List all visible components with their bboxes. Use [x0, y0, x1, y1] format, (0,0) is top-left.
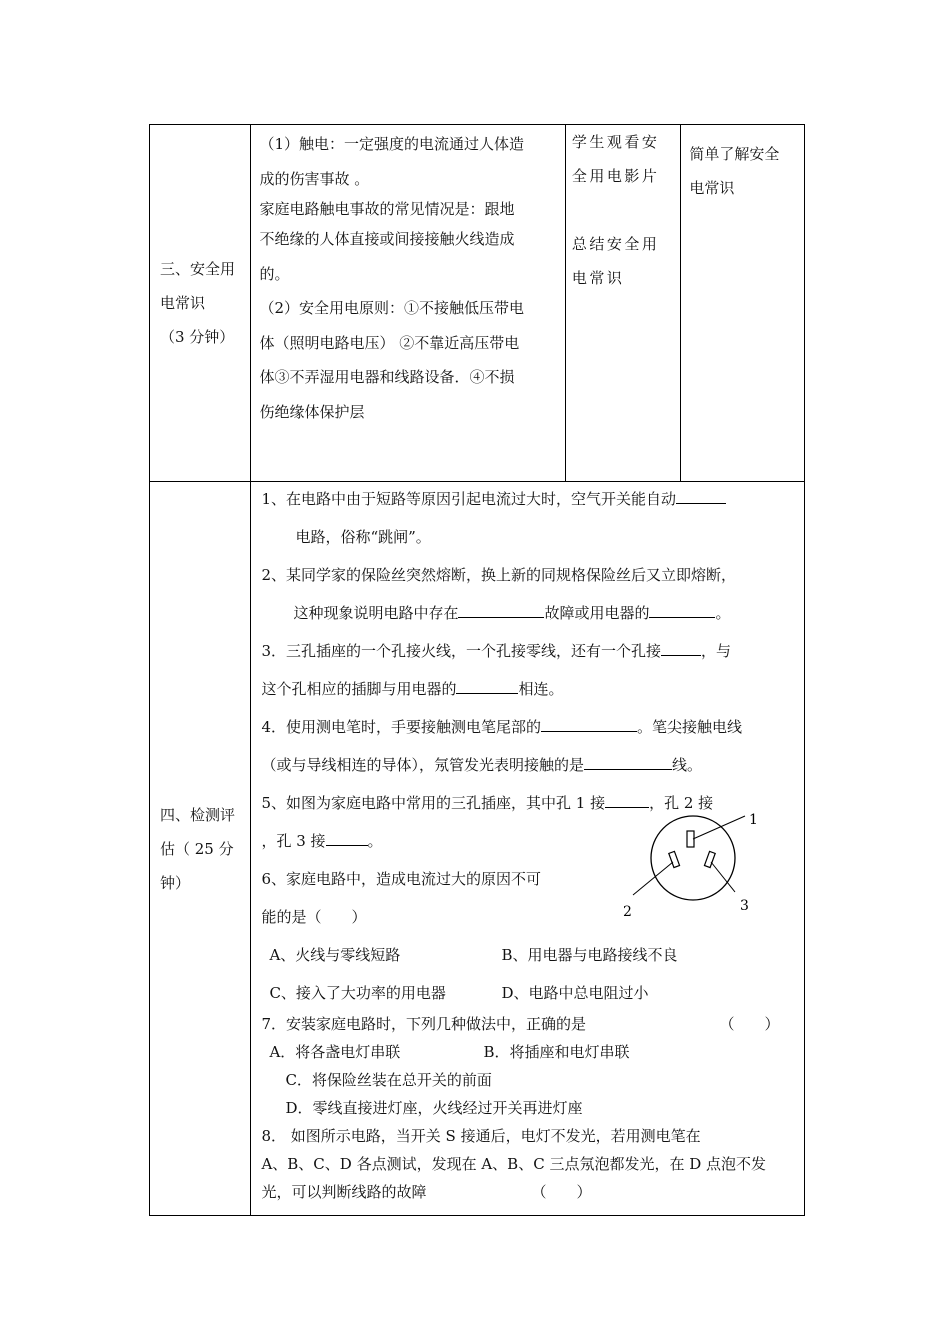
section4-title-line: 估（ 25 分: [160, 839, 234, 858]
q1-text-b: 电路，俗称“跳闸”。: [295, 528, 431, 546]
leader-line-2: [633, 862, 673, 895]
section3-title-line: 三、安全用: [160, 260, 236, 278]
content-line: 伤绝缘体保护层: [259, 402, 365, 421]
student-line: 全用电影片: [571, 167, 660, 185]
content-line: （2）安全用电原则：①不接触低压带电: [259, 299, 524, 317]
section3-title-line: （3 分钟）: [160, 328, 235, 346]
q6-option-b: B、用电器与电路接线不良: [501, 946, 678, 964]
q8-text: 8． 如图所示电路，当开关 S 接通后，电灯不发光，若用测电笔在: [261, 1127, 701, 1145]
section3-title-cell: [150, 125, 251, 482]
student-line: 电常识: [571, 269, 625, 287]
blank: [326, 831, 368, 846]
q2-text-d: 。: [715, 604, 731, 622]
q4-text-b: 。笔尖接触电线: [637, 718, 743, 736]
student-activity-cell: [565, 125, 681, 482]
hole-1: [687, 831, 694, 847]
blank: [661, 641, 701, 656]
q4-text: 4．使用测电笔时，手要接触测电笔尾部的: [261, 718, 541, 736]
section3-content-cell: [251, 125, 565, 482]
content-line: （1）触电：一定强度的电流通过人体造: [259, 135, 524, 153]
content-line: 体③不弄湿用电器和线路设备．④不损: [259, 368, 515, 386]
student-line: [572, 193, 675, 227]
q5-text: 5、如图为家庭电路中常用的三孔插座，其中孔 1 接: [261, 794, 606, 812]
student-line: 学生观看安: [571, 133, 660, 151]
section3-row: [150, 125, 805, 482]
content-line: 不绝缘的人体直接或间接接触火线造成: [259, 230, 515, 248]
q7-option-c: C．将保险丝装在总开关的前面: [285, 1071, 492, 1089]
blank: [456, 679, 518, 694]
q3-text-c: 这个孔相应的插脚与用电器的: [261, 680, 457, 698]
three-hole-socket-diagram: [623, 812, 791, 928]
label-1: 1: [749, 812, 759, 828]
label-2: 2: [623, 904, 633, 920]
lesson-plan-table: [149, 124, 805, 1216]
section4-title-line: 钟）: [160, 873, 191, 892]
q4-text-c: （或与导线相连的导体），氖管发光表明接触的是: [261, 756, 584, 774]
label-3: 3: [740, 898, 750, 914]
section4-title-line: 四、检测评: [160, 805, 236, 824]
q6-option-a: A、火线与零线短路: [269, 946, 401, 964]
q7-paren: （ ）: [719, 1015, 780, 1033]
q5-text-c: ，孔 3 接: [261, 832, 326, 850]
q7-option-a: A．将各盏电灯串联: [269, 1043, 401, 1061]
content-line: 家庭电路触电事故的常见情况是：跟地: [259, 200, 515, 218]
purpose-line: 简单了解安全: [689, 145, 780, 163]
q6-text: 6、家庭电路中，造成电流过大的原因不可: [261, 870, 541, 888]
blank: [649, 603, 715, 618]
q7-text: 7．安装家庭电路时，下列几种做法中，正确的是: [261, 1015, 586, 1033]
section4-content-cell: [251, 482, 805, 1216]
blank: [541, 717, 637, 732]
q6-option-d: D、电路中总电阻过小: [501, 984, 649, 1002]
purpose-line: 电常识: [689, 179, 735, 197]
q5-text-d: 。: [367, 832, 383, 850]
q6-text-b: 能的是（ ）: [261, 908, 367, 926]
socket-outline: [651, 816, 735, 900]
leader-line-1: [693, 816, 745, 839]
blank: [676, 489, 726, 504]
q2-text-b: 这种现象说明电路中存在: [293, 604, 459, 622]
content-line: 的。: [259, 264, 290, 283]
q3-text-d: 相连。: [518, 680, 564, 698]
blank: [605, 793, 649, 808]
design-purpose-cell: [681, 125, 805, 482]
q4-text-d: 线。: [671, 756, 702, 774]
blank: [458, 603, 544, 618]
q8-paren: （ ）: [531, 1183, 592, 1201]
blank: [584, 755, 672, 770]
q2-text-c: 故障或用电器的: [544, 604, 650, 622]
q3-text-b: ，与: [701, 642, 732, 660]
q7-option-b: B．将插座和电灯串联: [483, 1043, 630, 1061]
q8-text-b: A、B、C、D 各点测试，发现在 A、B、C 三点氖泡都发光，在 D 点泡不发: [261, 1155, 767, 1173]
q6-option-c: C、接入了大功率的用电器: [269, 984, 446, 1002]
hole-2: [669, 851, 680, 867]
content-line: 成的伤害事故 。: [259, 169, 370, 188]
q8-text-c: 光，可以判断线路的故障: [261, 1183, 427, 1201]
q2-text: 2、某同学家的保险丝突然熔断，换上新的同规格保险丝后又立即熔断，: [261, 566, 736, 584]
section4-row: [150, 482, 805, 1216]
section4-title-cell: [150, 482, 251, 1216]
q1-text: 1、在电路中由于短路等原因引起电流过大时，空气开关能自动: [261, 490, 676, 508]
q7-option-d: D．零线直接进灯座，火线经过开关再进灯座: [285, 1099, 583, 1117]
q3-text: 3．三孔插座的一个孔接火线，一个孔接零线，还有一个孔接: [261, 642, 661, 660]
q5-text-b: ，孔 2 接: [649, 794, 714, 812]
student-line: 总结安全用: [571, 235, 660, 253]
content-line: 体（照明电路电压） ②不靠近高压带电: [259, 333, 520, 352]
section3-title-line: 电常识: [160, 294, 206, 312]
